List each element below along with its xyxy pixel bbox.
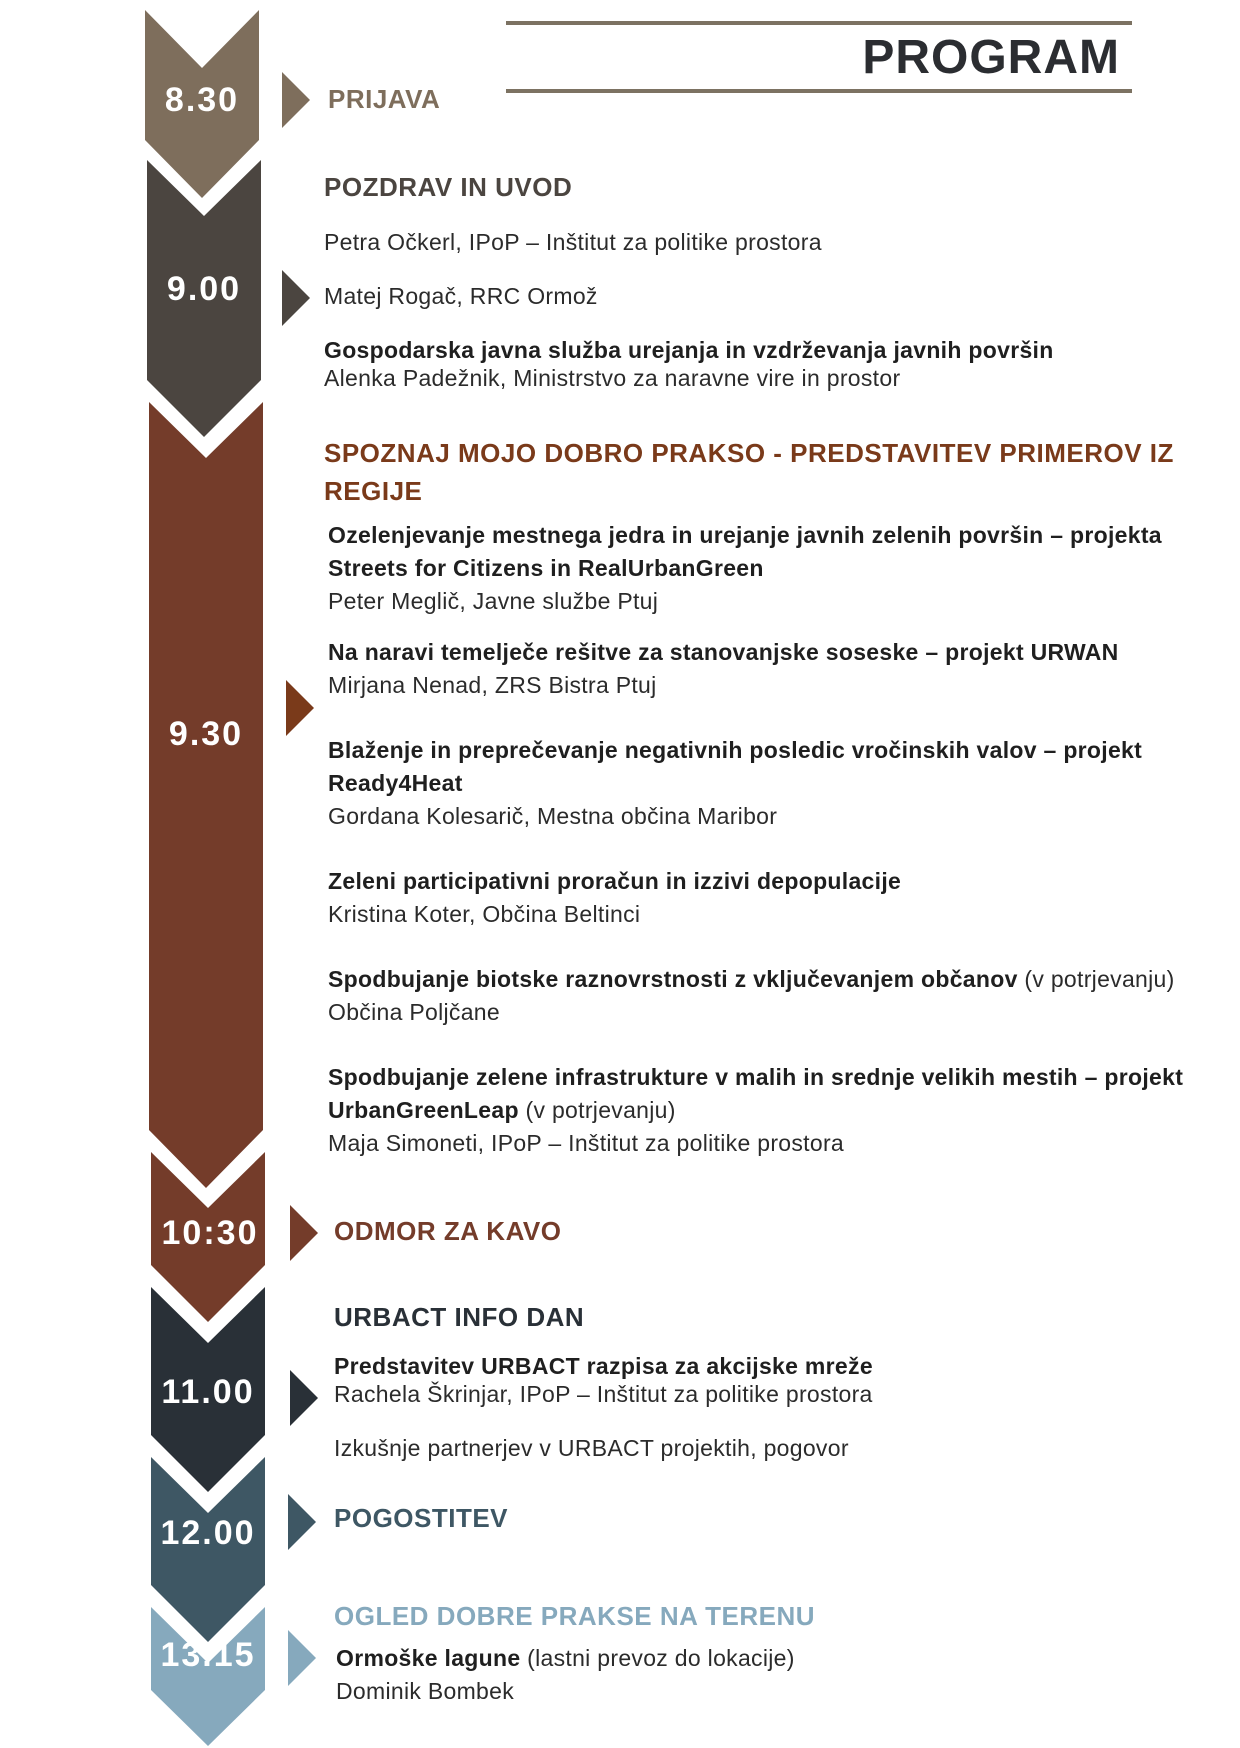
section-urbact: URBACT INFO DAN [334, 1302, 585, 1332]
praksa-item-speaker: Občina Poljčane [328, 999, 500, 1025]
praksa-item-speaker: Maja Simoneti, IPoP – Inštitut za politike prostora [328, 1130, 845, 1156]
praksa-item [328, 1061, 1188, 1160]
praksa-item-title: Blaženje in preprečevanje negativnih posledic vročinskih valov – projekt Ready4Heat [328, 737, 1143, 796]
praksa-item [328, 519, 1188, 618]
time-label: 9.30 [168, 715, 244, 753]
urbact-talk-speaker: Rachela Škrinjar, IPoP – Inštitut za politike prostora [334, 1381, 873, 1407]
section-praksa: SPOZNAJ MOJO DOBRO PRAKSO - PREDSTAVITEV PRIMEROV IZ REGIJE [324, 438, 1174, 506]
uvod-speaker-2: Matej Rogač, RRC Ormož [324, 283, 598, 309]
section-odmor: ODMOR ZA KAVO [334, 1216, 562, 1246]
urbact-talk-2: Izkušnje partnerjev v URBACT projektih, pogovor [334, 1435, 849, 1461]
praksa-item [328, 865, 1188, 931]
praksa-item-note: (v potrjevanju) [518, 1097, 676, 1123]
time-label: 13.15 [160, 1636, 256, 1674]
time-label: 8.30 [164, 81, 240, 119]
section-pogostitev: POGOSTITEV [334, 1503, 509, 1533]
section-ogled: OGLED DOBRE PRAKSE NA TERENU [334, 1601, 816, 1631]
header-rule-top [506, 21, 1132, 25]
ogled-speaker: Dominik Bombek [336, 1678, 515, 1704]
praksa-item-speaker: Peter Meglič, Javne službe Ptuj [328, 588, 659, 614]
praksa-item-speaker: Gordana Kolesarič, Mestna občina Maribor [328, 803, 778, 829]
uvod-talk-speaker: Alenka Padežnik, Ministrstvo za naravne vire in prostor [324, 365, 901, 391]
praksa-item [328, 734, 1188, 833]
pointer-1030 [290, 1205, 318, 1261]
praksa-item-title: Spodbujanje biotske raznovrstnosti z vključevanjem občanov [328, 966, 1018, 992]
praksa-item-note: (v potrjevanju) [1017, 966, 1175, 992]
section-uvod: POZDRAV IN UVOD [324, 172, 573, 202]
ogled-note: (lastni prevoz do lokacije) [520, 1645, 795, 1671]
ogled-title: Ormoške lagune [336, 1645, 521, 1671]
praksa-item-speaker: Kristina Koter, Občina Beltinci [328, 901, 641, 927]
praksa-item-title: Zeleni participativni proračun in izzivi depopulacije [328, 868, 902, 894]
praksa-item [328, 963, 1188, 1029]
pointer-930 [286, 680, 314, 736]
praksa-item [328, 636, 1188, 702]
uvod-speaker-1: Petra Očkerl, IPoP – Inštitut za politike prostora [324, 229, 822, 255]
pointer-900 [282, 270, 310, 326]
pointer-1200 [288, 1494, 316, 1550]
urbact-talk-title: Predstavitev URBACT razpisa za akcijske mreže [334, 1353, 873, 1379]
pointer-1100 [290, 1370, 318, 1426]
pointer-1315 [288, 1630, 316, 1686]
pointer-830 [282, 72, 310, 128]
header-rule-bottom [506, 89, 1132, 93]
page-title: PROGRAM [862, 31, 1120, 84]
uvod-talk-title: Gospodarska javna služba urejanja in vzdrževanja javnih površin [324, 337, 1054, 363]
time-label: 9.00 [166, 270, 242, 308]
praksa-item-title: Ozelenjevanje mestnega jedra in urejanje javnih zelenih površin – projekta Streets for Citizens in RealUrbanGreen [328, 522, 1162, 581]
praksa-item-title: Spodbujanje zelene infrastrukture v malih in srednje velikih mestih – projekt UrbanGreenLeap [328, 1064, 1184, 1123]
time-label: 11.00 [161, 1373, 255, 1411]
praksa-item-speaker: Mirjana Nenad, ZRS Bistra Ptuj [328, 672, 657, 698]
section-prijava: PRIJAVA [328, 84, 441, 114]
timeline-block-930 [149, 402, 263, 1188]
time-label: 12.00 [160, 1514, 256, 1552]
time-label: 10:30 [161, 1214, 259, 1252]
praksa-item-title: Na naravi temelječe rešitve za stanovanjske soseske – projekt URWAN [328, 639, 1119, 665]
ogled-item [336, 1642, 1196, 1708]
